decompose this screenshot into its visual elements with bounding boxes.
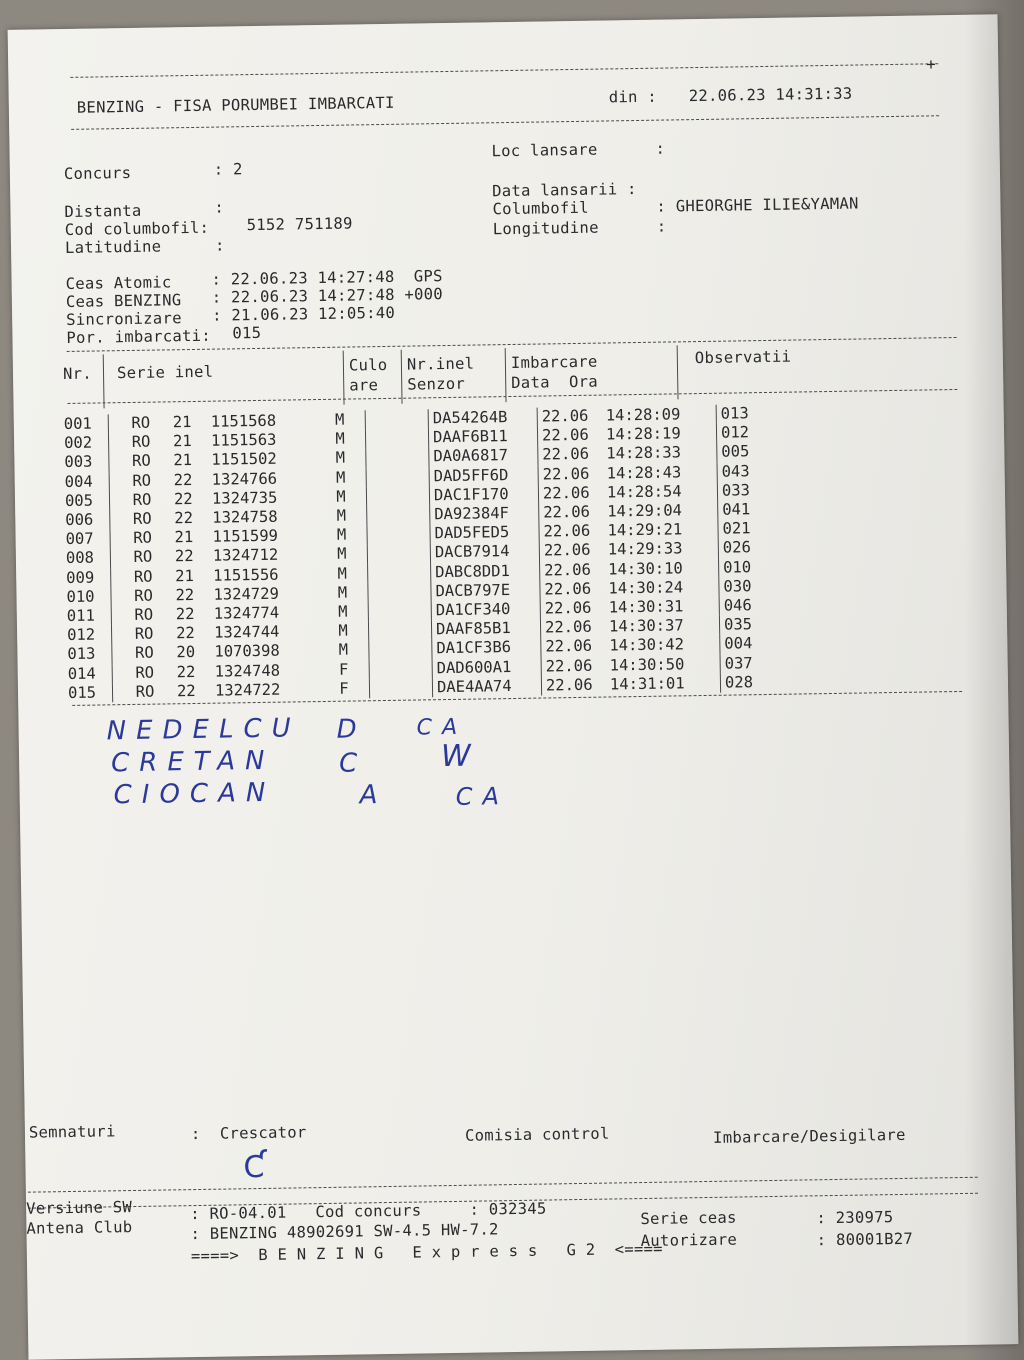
cell-sex: F bbox=[315, 679, 370, 699]
cell-year: 22 bbox=[175, 585, 195, 605]
cell-culoare bbox=[365, 409, 428, 429]
cell-year: 22 bbox=[175, 605, 195, 624]
cell-time: 14:30:24 bbox=[604, 578, 719, 599]
cell-country: RO bbox=[135, 663, 155, 682]
imbarcare-desigilare-label: Imbarcare/Desigilare bbox=[712, 1125, 906, 1147]
cell-sensor: DA92384F bbox=[430, 504, 539, 525]
cell-sex: M bbox=[312, 525, 367, 545]
cell-year: 22 bbox=[176, 662, 196, 681]
cell-ring: 1324758 bbox=[212, 507, 278, 527]
ceas-benzing-label: Ceas BENZING bbox=[65, 291, 182, 311]
cell-sex: M bbox=[312, 468, 367, 488]
cell-date: 22.06 bbox=[545, 637, 593, 656]
cell-culoare bbox=[366, 486, 429, 506]
cell-year: 22 bbox=[174, 509, 194, 528]
cell-nr: 005 bbox=[61, 491, 110, 511]
cell-country: RO bbox=[131, 432, 151, 452]
latitudine-label: Latitudine bbox=[64, 237, 162, 257]
col-header-imbarcare-2: Data Ora bbox=[511, 372, 599, 392]
cell-country: RO bbox=[132, 490, 152, 509]
col-header-nrinel-1: Nr.inel bbox=[406, 354, 475, 374]
cell-sex: M bbox=[314, 641, 369, 661]
cell-date: 22.06 bbox=[545, 656, 593, 676]
cell-date: 22.06 bbox=[543, 521, 591, 541]
cell-sex: M bbox=[314, 621, 369, 641]
cell-culoare bbox=[369, 640, 432, 660]
cell-year: 21 bbox=[174, 528, 194, 547]
cell-culoare bbox=[367, 544, 430, 564]
col-header-nrinel-2: Senzor bbox=[407, 374, 466, 394]
cell-sensor: DABC8DD1 bbox=[431, 561, 540, 582]
cell-country: RO bbox=[134, 586, 153, 605]
cell-time: 14:30:50 bbox=[606, 654, 721, 675]
cell-sensor: DA1CF340 bbox=[431, 600, 540, 621]
cell-sex: M bbox=[314, 602, 369, 622]
cell-culoare bbox=[368, 563, 431, 583]
col-separator bbox=[677, 345, 679, 399]
cell-culoare bbox=[369, 659, 432, 679]
cell-time: 14:30:37 bbox=[605, 616, 720, 637]
cell-year: 21 bbox=[172, 432, 192, 451]
cell-obs: 033 bbox=[721, 481, 751, 500]
header-bottom-border bbox=[71, 115, 939, 130]
ceas-atomic-value: : 22.06.23 14:27:48 GPS bbox=[211, 267, 443, 289]
cell-time: 14:30:10 bbox=[604, 558, 719, 579]
handwritten-name-1: NEDELCU bbox=[106, 713, 301, 747]
sincronizare-label: Sincronizare bbox=[66, 309, 182, 329]
col-separator bbox=[401, 350, 403, 404]
loc-lansare-value: : bbox=[655, 139, 666, 158]
cell-date: 22.06 bbox=[543, 502, 591, 522]
cell-nr: 011 bbox=[63, 606, 112, 626]
cell-time: 14:29:04 bbox=[603, 501, 718, 522]
cell-sex: M bbox=[313, 564, 368, 584]
cell-sensor: DAAF85B1 bbox=[431, 619, 540, 640]
cell-year: 20 bbox=[176, 643, 196, 662]
cell-year: 22 bbox=[176, 681, 196, 701]
data-lansarii-label: Data lansarii : bbox=[492, 179, 637, 201]
cell-sensor: DACB7914 bbox=[430, 542, 539, 563]
col-header-observatii: Observatii bbox=[694, 347, 792, 368]
cell-country: RO bbox=[135, 682, 155, 701]
cell-date: 22.06 bbox=[541, 425, 589, 445]
cell-obs: 021 bbox=[722, 519, 751, 538]
cell-country: RO bbox=[134, 644, 154, 663]
cod-columbofil-label: Cod columbofil: bbox=[64, 218, 210, 239]
cell-obs: 037 bbox=[724, 653, 753, 673]
autorizare-value: : 80001B27 bbox=[816, 1229, 914, 1250]
cell-ring: 1324744 bbox=[213, 622, 280, 642]
cod-columbofil-value: 5152 751189 bbox=[246, 214, 353, 235]
cell-sensor: DAC1F170 bbox=[429, 484, 538, 505]
cell-country: RO bbox=[133, 528, 153, 548]
page-edge-shadow bbox=[964, 0, 1024, 1360]
cell-sex: M bbox=[313, 583, 368, 603]
col-separator bbox=[505, 348, 507, 402]
col-header-culoare-1: Culo bbox=[348, 355, 388, 375]
cell-date: 22.06 bbox=[542, 464, 590, 484]
cell-culoare bbox=[369, 678, 432, 698]
cell-country: RO bbox=[131, 452, 151, 471]
cell-nr: 014 bbox=[64, 664, 113, 684]
cell-date: 22.06 bbox=[544, 617, 592, 637]
cell-ring: 1070398 bbox=[214, 642, 280, 662]
cell-sensor: DAAF6B11 bbox=[428, 427, 537, 448]
cell-nr: 010 bbox=[62, 587, 111, 607]
cell-country: RO bbox=[133, 567, 153, 586]
cell-year: 22 bbox=[173, 470, 193, 489]
cell-nr: 008 bbox=[62, 549, 111, 569]
cell-obs: 012 bbox=[720, 423, 750, 442]
handwritten-name-2: CRETAN bbox=[110, 745, 275, 779]
cell-year: 22 bbox=[174, 547, 194, 566]
cell-nr: 003 bbox=[60, 453, 109, 473]
cell-date: 22.06 bbox=[544, 560, 591, 580]
cell-sex: M bbox=[313, 545, 368, 565]
pigeon-table bbox=[60, 404, 775, 703]
por-imbarcati-label: Por. imbarcati: bbox=[66, 326, 212, 347]
col-separator bbox=[103, 354, 105, 408]
cell-sex: F bbox=[315, 660, 370, 680]
handwritten-sign-1: CA bbox=[416, 714, 468, 741]
cell-date: 22.06 bbox=[543, 541, 591, 560]
cell-sensor: DAE4AA74 bbox=[432, 676, 541, 697]
handwritten-sign-2: W bbox=[440, 738, 482, 775]
cell-sensor: DAD5FF6D bbox=[429, 465, 538, 486]
antena-club-value: : BENZING 48902691 SW-4.5 HW-7.2 bbox=[190, 1220, 499, 1244]
cell-culoare bbox=[366, 467, 429, 487]
cell-date: 22.06 bbox=[544, 598, 592, 618]
concurs-value: : 2 bbox=[213, 160, 243, 179]
cell-culoare bbox=[368, 582, 431, 602]
cell-year: 22 bbox=[175, 624, 195, 643]
cell-sensor: DAD600A1 bbox=[432, 657, 541, 678]
col-separator bbox=[343, 351, 345, 405]
antena-club-label: Antena Club bbox=[26, 1218, 133, 1238]
printed-sheet bbox=[8, 14, 1019, 1359]
sincronizare-value: : 21.06.23 12:05:40 bbox=[211, 303, 396, 325]
cell-nr: 009 bbox=[62, 568, 111, 588]
cell-obs: 041 bbox=[722, 500, 751, 519]
cell-time: 14:28:19 bbox=[602, 424, 717, 445]
cell-year: 21 bbox=[175, 566, 195, 585]
cell-culoare bbox=[368, 601, 431, 621]
cell-sensor: DACB797E bbox=[431, 580, 540, 601]
header-title: BENZING - FISA PORUMBEI IMBARCATI bbox=[76, 93, 395, 117]
col-header-culoare-2: are bbox=[349, 376, 379, 395]
cell-ring: 1324766 bbox=[211, 469, 278, 489]
cell-obs: 035 bbox=[723, 615, 753, 634]
cell-sensor: DA54264B bbox=[428, 408, 537, 429]
cell-nr: 013 bbox=[63, 645, 112, 665]
autorizare-label: Autorizare bbox=[640, 1230, 738, 1251]
concurs-label: Concurs bbox=[63, 163, 132, 183]
cell-obs: 026 bbox=[722, 538, 751, 558]
cell-date: 22.06 bbox=[542, 483, 590, 503]
cell-nr: 002 bbox=[60, 434, 109, 454]
cell-country: RO bbox=[134, 624, 154, 644]
loc-lansare-label: Loc lansare bbox=[491, 140, 598, 161]
cell-ring: 1151556 bbox=[213, 565, 279, 585]
cell-ring: 1324729 bbox=[213, 584, 279, 604]
cell-sex: M bbox=[312, 487, 367, 507]
cell-culoare bbox=[365, 428, 428, 448]
handwritten-color-2: C bbox=[338, 748, 368, 779]
cell-obs: 010 bbox=[723, 557, 752, 577]
cell-date: 22.06 bbox=[545, 675, 593, 695]
cell-nr: 001 bbox=[60, 414, 109, 434]
ceas-atomic-label: Ceas Atomic bbox=[65, 273, 172, 293]
cell-ring: 1324735 bbox=[211, 488, 278, 508]
cell-sensor: DA0A6817 bbox=[429, 446, 538, 467]
cell-sex: M bbox=[312, 506, 367, 526]
cell-ring: 1151563 bbox=[210, 430, 277, 450]
cell-ring: 1151502 bbox=[211, 450, 277, 470]
cell-time: 14:29:21 bbox=[603, 520, 718, 541]
cell-time: 14:30:31 bbox=[605, 597, 720, 618]
handwritten-color-3: A bbox=[359, 779, 388, 811]
cell-country: RO bbox=[134, 605, 154, 624]
crescator-label: : Crescator bbox=[190, 1123, 307, 1144]
cell-time: 14:28:43 bbox=[603, 462, 718, 483]
header-timestamp: 22.06.23 14:31:33 bbox=[688, 84, 853, 106]
cell-ring: 1151568 bbox=[210, 411, 277, 431]
cell-year: 22 bbox=[173, 489, 193, 509]
distanta-value: : bbox=[214, 198, 225, 217]
semnaturi-label: Semnaturi bbox=[28, 1122, 116, 1142]
cell-nr: 015 bbox=[64, 683, 113, 703]
cell-date: 22.06 bbox=[541, 406, 589, 426]
cell-time: 14:29:33 bbox=[604, 539, 719, 560]
por-imbarcati-value: 015 bbox=[232, 323, 262, 343]
cell-sex: M bbox=[311, 449, 366, 469]
handwritten-sign-3: CA bbox=[455, 782, 510, 811]
cell-country: RO bbox=[132, 471, 152, 490]
cell-nr: 004 bbox=[61, 472, 110, 492]
latitudine-value: : bbox=[214, 236, 225, 255]
cell-culoare bbox=[366, 448, 429, 468]
cell-nr: 006 bbox=[61, 510, 110, 530]
serie-ceas-value: : 230975 bbox=[816, 1208, 894, 1228]
cell-time: 14:28:54 bbox=[603, 482, 718, 503]
cell-sensor: DA1CF3B6 bbox=[432, 638, 541, 659]
cell-country: RO bbox=[132, 509, 152, 528]
cell-time: 14:28:33 bbox=[602, 443, 717, 464]
cell-ring: 1324712 bbox=[212, 546, 279, 566]
cell-sensor: DAD5FED5 bbox=[430, 523, 539, 544]
cell-ring: 1324722 bbox=[214, 680, 281, 700]
cell-nr: 007 bbox=[61, 530, 110, 550]
versiune-sw-value: : RO-04.01 Cod concurs : 032345 bbox=[190, 1199, 547, 1224]
cell-year: 21 bbox=[173, 451, 193, 470]
breeder-signature: Ƈ bbox=[243, 1149, 265, 1186]
benzing-express-line: ====> B E N Z I N G E x p r e s s G 2 <==== bbox=[190, 1239, 663, 1266]
distanta-label: Distanta bbox=[64, 201, 142, 221]
cell-time: 14:28:09 bbox=[602, 405, 717, 426]
cell-sex: M bbox=[311, 410, 366, 430]
cell-obs: 004 bbox=[724, 634, 753, 654]
cell-time: 14:31:01 bbox=[606, 674, 721, 695]
cell-obs: 046 bbox=[723, 596, 752, 615]
columbofil-label: Columbofil bbox=[492, 198, 589, 219]
footer-top-border bbox=[28, 1177, 978, 1193]
cell-ring: 1324748 bbox=[214, 661, 281, 681]
longitudine-value: : bbox=[656, 217, 667, 236]
columbofil-value: : GHEORGHE ILIE&YAMAN bbox=[656, 194, 859, 216]
header-top-border bbox=[70, 63, 938, 78]
cell-country: RO bbox=[133, 548, 153, 567]
cell-date: 22.06 bbox=[542, 445, 590, 464]
cell-time: 14:30:42 bbox=[605, 635, 720, 656]
col-header-imbarcare-1: Imbarcare bbox=[510, 352, 598, 372]
versiune-sw-label: Versiune SW bbox=[25, 1198, 133, 1218]
longitudine-label: Longitudine bbox=[492, 218, 599, 239]
cell-obs: 005 bbox=[721, 442, 750, 462]
cell-culoare bbox=[367, 525, 430, 545]
cell-date: 22.06 bbox=[544, 579, 592, 599]
ceas-benzing-value: : 22.06.23 14:27:48 +000 bbox=[211, 285, 444, 307]
cell-ring: 1324774 bbox=[213, 603, 280, 623]
col-header-nr: Nr. bbox=[62, 364, 93, 384]
serie-ceas-label: Serie ceas bbox=[640, 1208, 737, 1229]
header-din-label: din : bbox=[608, 87, 658, 107]
cell-obs: 030 bbox=[723, 577, 752, 596]
cell-country: RO bbox=[131, 413, 151, 432]
cell-ring: 1151599 bbox=[212, 526, 279, 546]
pigeon-table-body bbox=[60, 404, 775, 703]
cell-sex: M bbox=[311, 429, 366, 449]
cell-obs: 028 bbox=[724, 673, 754, 692]
handwritten-color-1: D bbox=[336, 714, 367, 745]
cell-obs: 043 bbox=[721, 461, 750, 481]
cell-culoare bbox=[368, 621, 431, 641]
comisia-label: Comisia control bbox=[464, 1124, 610, 1145]
cell-year: 21 bbox=[172, 413, 192, 432]
cell-obs: 013 bbox=[720, 404, 749, 423]
cell-nr: 012 bbox=[63, 626, 112, 646]
cell-culoare bbox=[367, 505, 430, 525]
handwritten-name-3: CIOCAN bbox=[113, 777, 276, 811]
header-corner-mark: + bbox=[926, 55, 937, 74]
col-header-serie: Serie inel bbox=[116, 362, 214, 383]
